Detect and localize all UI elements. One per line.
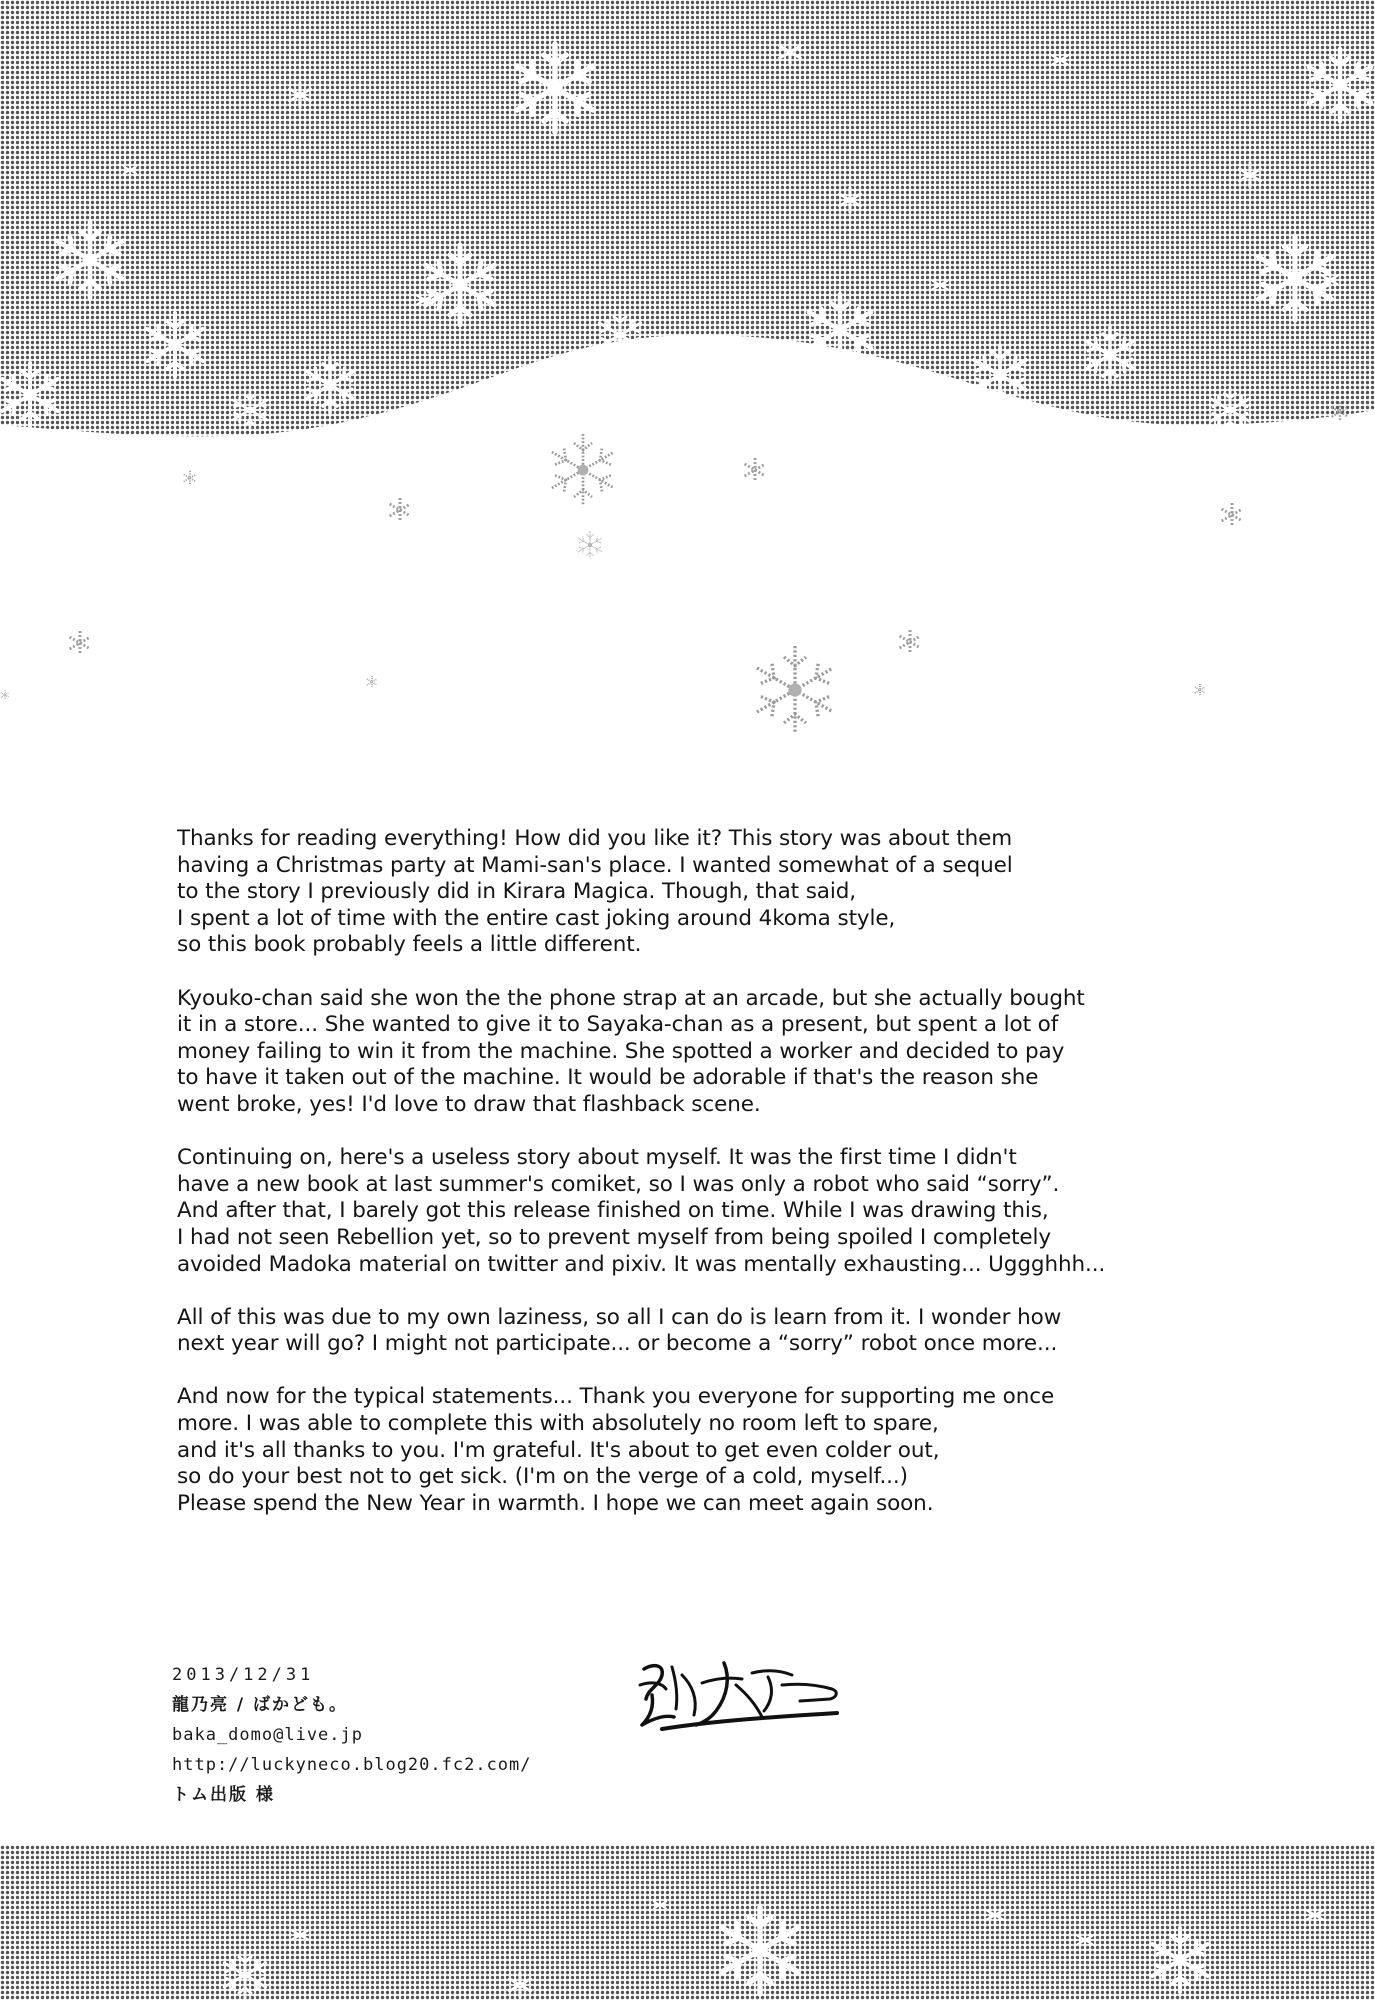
text-line: have a new book at last summer's comiket, so I was only a robot who said “sorry”.: [177, 1171, 1060, 1197]
snowflake-border-artwork: [0, 1845, 1375, 2000]
text-line: and it's all thanks to you. I'm grateful. It's about to get even colder out,: [177, 1437, 940, 1463]
text-line: went broke, yes! I'd love to draw that flashback scene.: [177, 1091, 761, 1117]
blog-url: http://luckyneco.blog20.fc2.com/: [172, 1755, 532, 1775]
afterword-paragraph: [177, 986, 1187, 1119]
text-line: Thanks for reading everything! How did you like it? This story was about them: [177, 826, 1013, 851]
signature-image: [632, 1655, 847, 1735]
date: 2013/12/31: [172, 1665, 315, 1685]
text-line: Kyouko-chan said she won the the phone strap at an arcade, but she actually bought: [177, 985, 1085, 1011]
text-line: avoided Madoka material on twitter and pixiv. It was mentally exhausting... Uggghhh...: [177, 1251, 1106, 1277]
text-line: to the story I previously did in Kirara Magica. Though, that said,: [177, 879, 857, 905]
text-line: All of this was due to my own laziness, so all I can do is learn from it. I wonder how: [177, 1304, 1062, 1330]
text-line: Continuing on, here's a useless story about myself. It was the first time I didn't: [177, 1145, 1017, 1171]
afterword-paragraph: [177, 1145, 1187, 1278]
text-line: having a Christmas party at Mami-san's place. I wanted somewhat of a sequel: [177, 852, 1013, 878]
text-line: to have it taken out of the machine. It would be adorable if that's the reason she: [177, 1065, 1039, 1091]
afterword-paragraph: [177, 1305, 1187, 1358]
text-line: Please spend the New Year in warmth. I hope we can meet again soon.: [177, 1490, 934, 1516]
text-line: more. I was able to complete this with absolutely no room left to spare,: [177, 1411, 939, 1437]
text-line: money failing to win it from the machine. She spotted a worker and decided to pay: [177, 1038, 1065, 1064]
afterword-paragraph: [177, 826, 1187, 959]
author-names: 龍乃亮 / ばかども。: [172, 1695, 349, 1715]
contact-email: baka_domo@live.jp: [172, 1725, 363, 1745]
text-line: so do your best not to get sick. (I'm on the verge of a cold, myself...): [177, 1464, 908, 1490]
text-line: And after that, I barely got this release finished on time. While I was drawing this,: [177, 1198, 1049, 1224]
afterword-text: [177, 826, 1187, 1544]
text-line: I spent a lot of time with the entire cast joking around 4koma style,: [177, 905, 896, 931]
text-line: I had not seen Rebellion yet, so to prevent myself from being spoiled I completely: [177, 1224, 1052, 1250]
text-line: next year will go? I might not participate... or become a “sorry” robot once more...: [177, 1331, 1058, 1357]
text-line: And now for the typical statements... Thank you everyone for supporting me once: [177, 1384, 1055, 1410]
credits-block: [172, 1660, 632, 1810]
publisher-credit: トム出版 様: [172, 1785, 275, 1805]
afterword-paragraph: [177, 1384, 1187, 1517]
text-line: it in a store... She wanted to give it to Sayaka-chan as a present, but spent a lot of: [177, 1012, 1059, 1038]
snowy-hill-artwork: [0, 0, 1375, 760]
text-line: so this book probably feels a little different.: [177, 932, 642, 958]
